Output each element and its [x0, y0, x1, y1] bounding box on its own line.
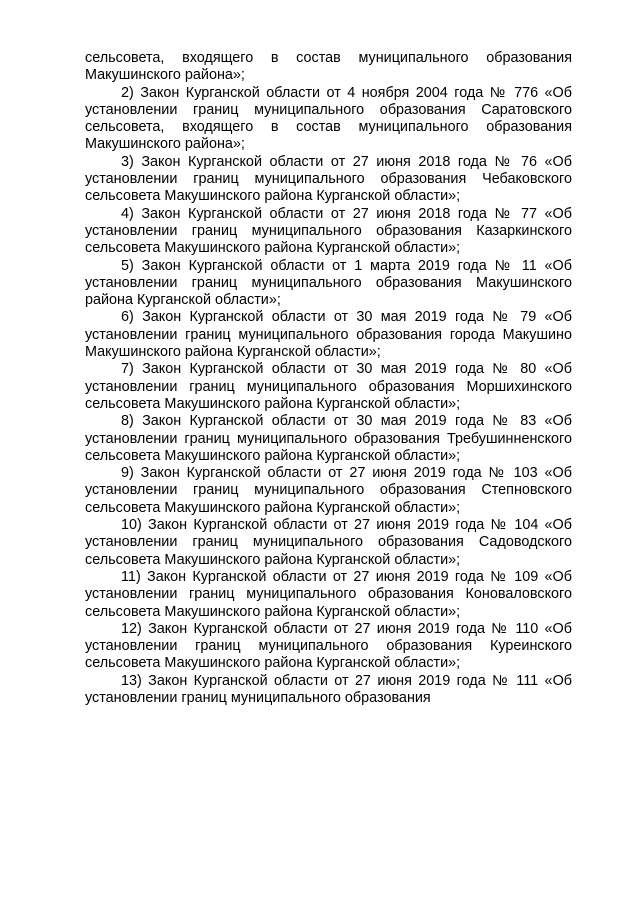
law-item-3: 3) Закон Курганской области от 27 июня 2018 года № 76 «Об установлении границ муниципального образования Чебаковского сельсовета Макушинского района Курганской области»;: [85, 153, 572, 205]
law-item-4: 4) Закон Курганской области от 27 июня 2018 года № 77 «Об установлении границ муниципального образования Казаркинского сельсовета Макушинского района Курганской области»;: [85, 205, 572, 257]
law-item-6: 6) Закон Курганской области от 30 мая 2019 года № 79 «Об установлении границ муниципального образования города Макушино Макушинского района Курганской области»;: [85, 309, 572, 361]
law-item-11: 11) Закон Курганской области от 27 июня 2019 года № 109 «Об установлении границ муниципального образования Коноваловского сельсовета Макушинского района Курганской области»;: [85, 568, 572, 620]
law-item-13: 13) Закон Курганской области от 27 июня 2019 года № 111 «Об установлении границ муниципального образования: [85, 672, 572, 706]
law-item-12: 12) Закон Курганской области от 27 июня 2019 года № 110 «Об установлении границ муниципального образования Куреинского сельсовета Макушинского района Курганской области»;: [85, 620, 572, 672]
paragraph-continuation: сельсовета, входящего в состав муниципального образования Макушинского района»;: [85, 50, 572, 84]
law-item-7: 7) Закон Курганской области от 30 мая 2019 года № 80 «Об установлении границ муниципального образования Моршихинского сельсовета Макушинского района Курганской области»;: [85, 361, 572, 412]
law-item-10: 10) Закон Курганской области от 27 июня 2019 года № 104 «Об установлении границ муниципального образования Садоводского сельсовета Макушинского района Курганской области»;: [85, 517, 572, 568]
law-item-9: 9) Закон Курганской области от 27 июня 2019 года № 103 «Об установлении границ муниципального образования Степновского сельсовета Макушинского района Курганской области»;: [85, 465, 572, 516]
law-item-5: 5) Закон Курганской области от 1 марта 2019 года № 11 «Об установлении границ муниципального образования Макушинского района Курганской области»;: [85, 257, 572, 309]
law-item-2: 2) Закон Курганской области от 4 ноября 2004 года № 776 «Об установлении границ муниципального образования Саратовского сельсовета, входящего в состав муниципального образования Макушинского района»;: [85, 84, 572, 153]
document-page: [85, 50, 572, 707]
law-item-8: 8) Закон Курганской области от 30 мая 2019 года № 83 «Об установлении границ муниципального образования Требушинненского сельсовета Макушинского района Курганской области»;: [85, 413, 572, 464]
